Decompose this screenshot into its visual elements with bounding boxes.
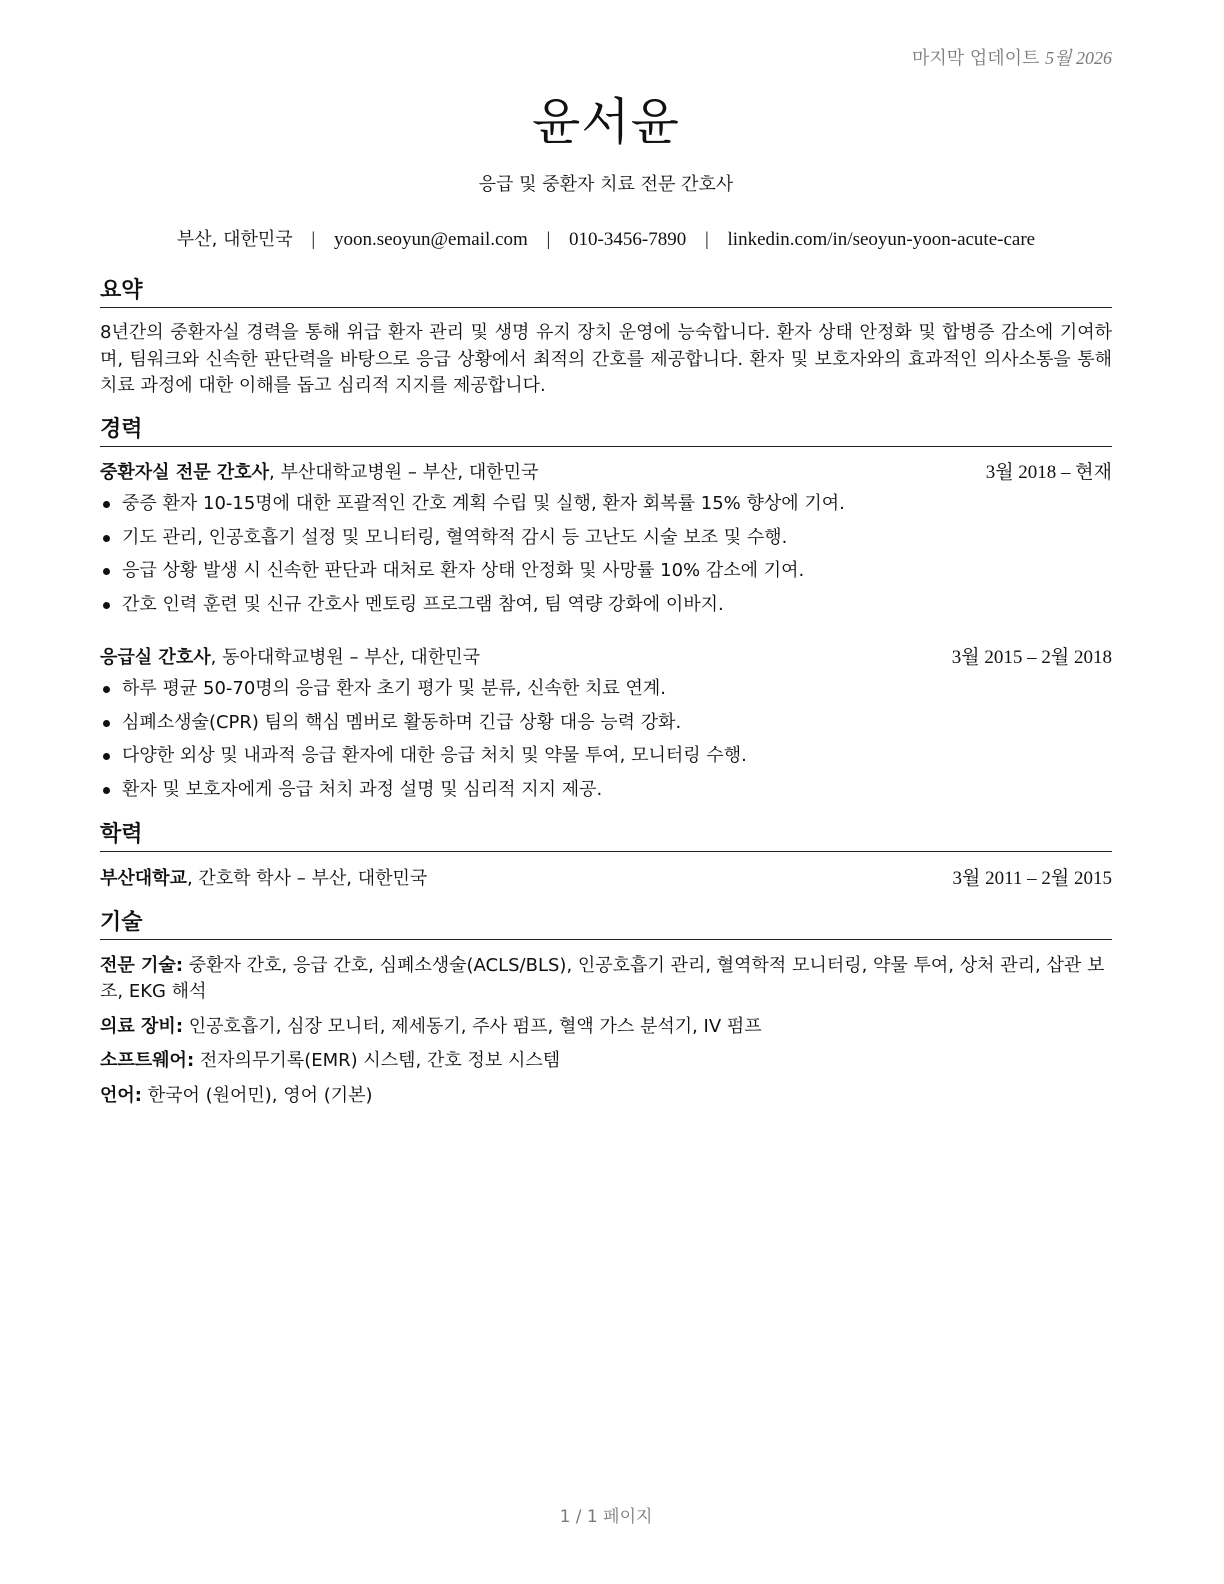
resume-page xyxy=(100,0,1112,1584)
skill-value: 인공호흡기, 심장 모니터, 제세동기, 주사 펌프, 혈액 가스 분석기, IV 펌프 xyxy=(183,1016,762,1037)
contact-email[interactable]: yoon.seoyun@email.com xyxy=(333,229,528,250)
education-dates: 3월 2011 – 2월 2015 xyxy=(952,868,1112,889)
experience-bullet: 환자 및 보호자에게 응급 처치 과정 설명 및 심리적 지지 제공. xyxy=(100,777,1112,811)
candidate-name: 윤서윤 xyxy=(532,93,680,151)
education-school: 부산대학교 xyxy=(100,868,187,889)
section-title-skills: 기술 xyxy=(100,909,1112,940)
skill-line xyxy=(100,1048,1112,1074)
contact-separator: | xyxy=(546,229,551,250)
experience-bullet: 다양한 외상 및 내과적 응급 환자에 대한 응급 처치 및 약물 투여, 모니터링 수행. xyxy=(100,743,1112,777)
summary-text: 8년간의 중환자실 경력을 통해 위급 환자 관리 및 생명 유지 장치 운영에 능숙합니다. 환자 상태 안정화 및 합병증 감소에 기여하며, 팀워크와 신속한 판단력을 바탕으로 응급 상황에서 최적의 간호를 제공합니다. 환자 및 보호자와의 효과적인 의사소통을 통해 치료 과정에 대한 이해를 돕고 심리적 지지를 제공합니다. xyxy=(100,322,1112,396)
contact-linkedin[interactable]: linkedin.com/in/seoyun-yoon-acute-care xyxy=(727,229,1036,250)
skill-value: 한국어 (원어민), 영어 (기본) xyxy=(141,1085,373,1106)
experience-bullet: 응급 상황 발생 시 신속한 판단과 대처로 환자 상태 안정화 및 사망률 10% 감소에 기여. xyxy=(100,558,1112,592)
section-title-summary: 요약 xyxy=(100,277,1112,308)
candidate-headline: 응급 및 중환자 치료 전문 간호사 xyxy=(478,174,734,195)
skill-line xyxy=(100,1014,1112,1040)
experience-org: , 부산대학교병원 – 부산, 대한민국 xyxy=(269,462,539,483)
skill-line xyxy=(100,953,1112,1005)
experience-bullet: 기도 관리, 인공호흡기 설정 및 모니터링, 혈역학적 감시 등 고난도 시술 보조 및 수행. xyxy=(100,525,1112,559)
experience-org: , 동아대학교병원 – 부산, 대한민국 xyxy=(210,647,480,668)
experience-bullet: 심폐소생술(CPR) 팀의 핵심 멤버로 활동하며 긴급 상황 대응 능력 강화. xyxy=(100,710,1112,744)
contact-separator: | xyxy=(704,229,709,250)
skill-key: 전문 기술: xyxy=(100,955,184,976)
last-updated-date: 5월 2026 xyxy=(1045,48,1112,68)
skill-value: 전자의무기록(EMR) 시스템, 간호 정보 시스템 xyxy=(194,1050,561,1071)
experience-bullet: 중증 환자 10-15명에 대한 포괄적인 간호 계획 수립 및 실행, 환자 회복률 15% 향상에 기여. xyxy=(100,491,1112,525)
education-detail: , 간호학 학사 – 부산, 대한민국 xyxy=(186,868,428,889)
section-title-education: 학력 xyxy=(100,821,1112,852)
experience-bullets xyxy=(100,676,1112,810)
skill-key: 의료 장비: xyxy=(100,1016,184,1037)
experience-entry-header xyxy=(100,460,1112,486)
last-updated xyxy=(912,44,1112,70)
experience-bullet: 간호 인력 훈련 및 신규 간호사 멘토링 프로그램 참여, 팀 역량 강화에 이바지. xyxy=(100,592,1112,626)
section-title-experience: 경력 xyxy=(100,416,1112,447)
skill-line xyxy=(100,1083,1112,1109)
experience-dates: 3월 2018 – 현재 xyxy=(985,462,1112,483)
contact-phone[interactable]: 010-3456-7890 xyxy=(569,229,687,250)
contact-line xyxy=(100,225,1112,251)
page-footer: 1 / 1 페이지 xyxy=(559,1507,653,1527)
experience-entry-header xyxy=(100,645,1112,671)
skill-key: 언어: xyxy=(100,1085,142,1106)
skill-key: 소프트웨어: xyxy=(100,1050,195,1071)
education-entry-header xyxy=(100,866,1112,892)
skill-value: 중환자 간호, 응급 간호, 심폐소생술(ACLS/BLS), 인공호흡기 관리, 혈역학적 모니터링, 약물 투여, 상처 관리, 삽관 보조, EKG 해석 xyxy=(100,955,1105,1002)
experience-bullets xyxy=(100,491,1112,625)
experience-role: 중환자실 전문 간호사 xyxy=(100,462,270,483)
contact-location: 부산, 대한민국 xyxy=(176,229,293,250)
last-updated-label: 마지막 업데이트 xyxy=(911,48,1040,69)
experience-role: 응급실 간호사 xyxy=(100,647,211,668)
experience-dates: 3월 2015 – 2월 2018 xyxy=(951,647,1112,668)
contact-separator: | xyxy=(311,229,316,250)
experience-bullet: 하루 평균 50-70명의 응급 환자 초기 평가 및 분류, 신속한 치료 연계. xyxy=(100,676,1112,710)
